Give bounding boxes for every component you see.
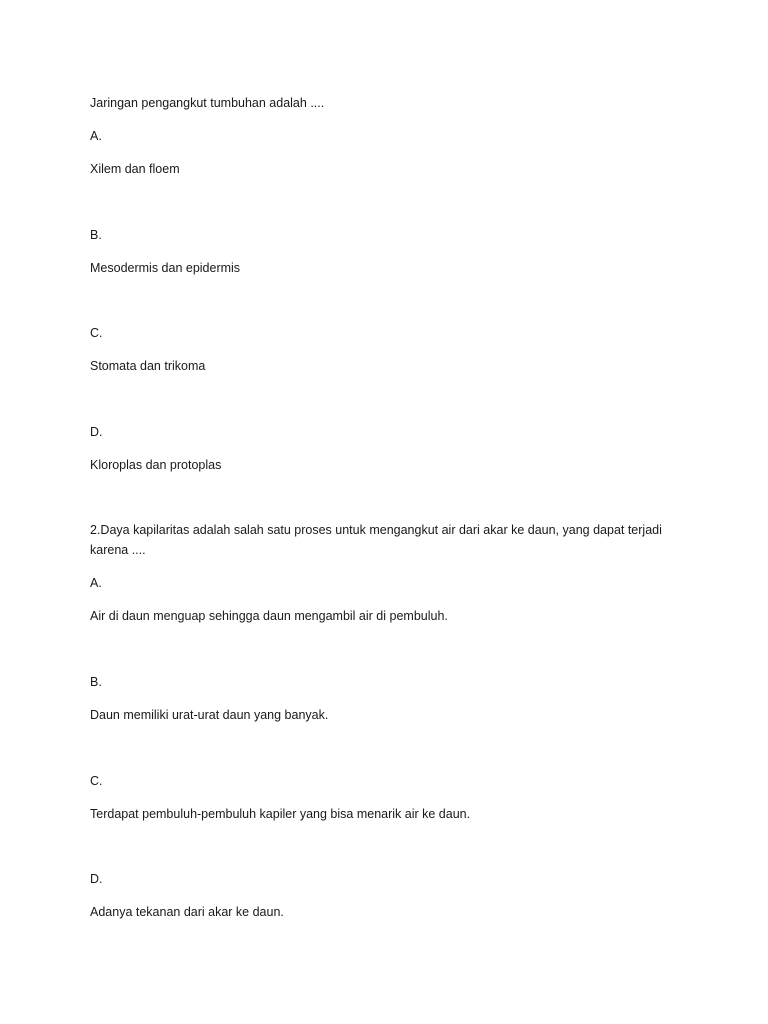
question-1-option-c-text: Stomata dan trikoma [90, 359, 206, 373]
question-1-option-b-letter: B. [90, 228, 102, 242]
question-2-option-d-letter: D. [90, 872, 103, 886]
question-2-option-d-text: Adanya tekanan dari akar ke daun. [90, 905, 284, 919]
question-2-option-c-letter: C. [90, 774, 103, 788]
question-2-option-a-letter: A. [90, 576, 102, 590]
question-2-option-a-text: Air di daun menguap sehingga daun mengambil air di pembuluh. [90, 609, 448, 623]
question-2-text: 2.Daya kapilaritas adalah salah satu proses untuk mengangkut air dari akar ke daun, yang dapat terjadi karena .... [90, 523, 662, 557]
question-2-option-c-text: Terdapat pembuluh-pembuluh kapiler yang bisa menarik air ke daun. [90, 807, 471, 821]
question-1-text: Jaringan pengangkut tumbuhan adalah .... [90, 96, 325, 110]
question-1-option-a-text: Xilem dan floem [90, 162, 180, 176]
question-1-option-d-text: Kloroplas dan protoplas [90, 458, 222, 472]
question-1-option-a-letter: A. [90, 129, 102, 143]
question-2-option-b-letter: B. [90, 675, 102, 689]
question-1-option-d-letter: D. [90, 425, 103, 439]
question-1-option-b-text: Mesodermis dan epidermis [90, 261, 241, 275]
question-2-option-b-text: Daun memiliki urat-urat daun yang banyak. [90, 708, 329, 722]
question-1-option-c-letter: C. [90, 326, 103, 340]
